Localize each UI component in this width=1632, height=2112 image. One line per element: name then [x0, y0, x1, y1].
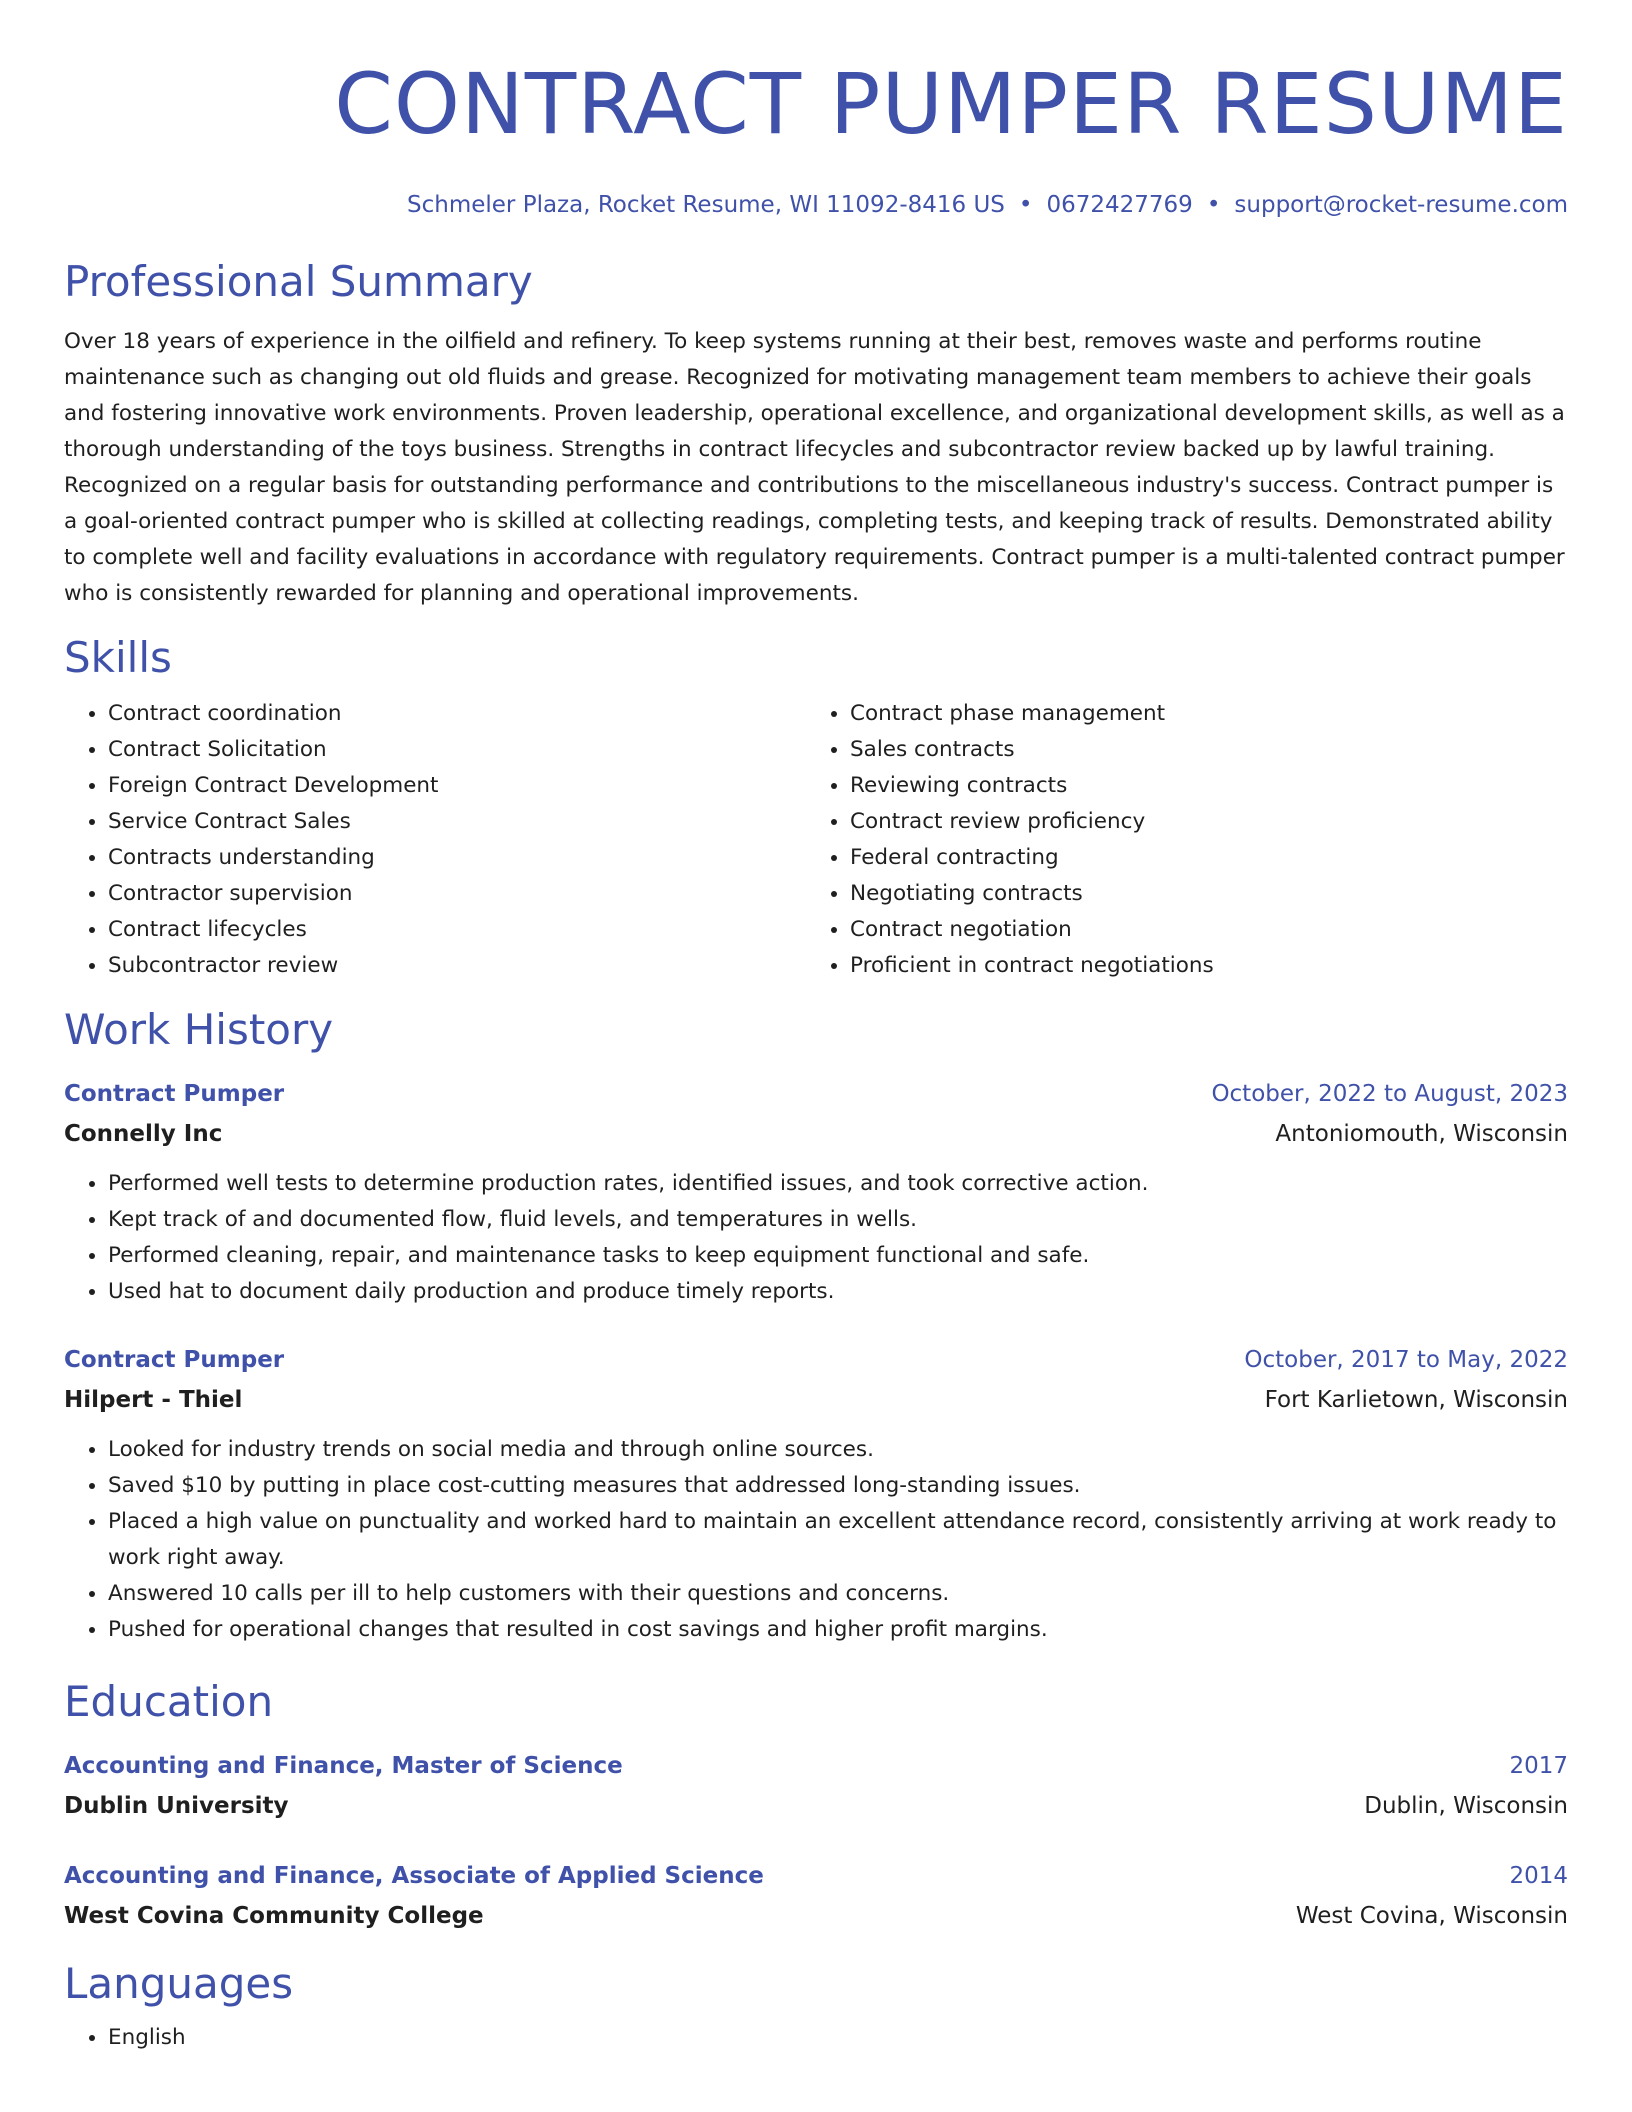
skill-item: • Contract lifecycles	[108, 912, 806, 948]
contact-address: Schmeler Plaza, Rocket Resume, WI 11092-8416 US	[407, 192, 1005, 218]
summary-heading: Professional Summary	[64, 257, 533, 306]
education-year: 2017	[1509, 1753, 1568, 1779]
job-bullet: • Pushed for operational changes that resulted in cost savings and higher profit margins.	[108, 1612, 1568, 1648]
contact-email[interactable]: support@rocket-resume.com	[1234, 192, 1568, 218]
skill-item: • Contract phase management	[850, 696, 1548, 732]
skill-item: • Contracts understanding	[108, 840, 806, 876]
education-entry	[64, 1856, 1568, 1936]
skill-item: • Negotiating contracts	[850, 876, 1548, 912]
summary-text: Over 18 years of experience in the oilfield and refinery. To keep systems running at their best, removes waste and performs routine maintenance such as changing out old fluids and grease. Recognized for motivating management team members to achieve their goals and fostering innovative work environments. Proven leadership, operational excellence, and organizational development skills, as well as a thorough understanding of the toys business. Strengths in contract lifecycles and subcontractor review backed up by lawful training. Recognized on a regular basis for outstanding performance and contributions to the miscellaneous industry's success. Contract pumper is a goal-oriented contract pumper who is skilled at collecting readings, completing tests, and keeping track of results. Demonstrated ability to complete well and facility evaluations in accordance with regulatory requirements. Contract pumper is a multi-talented contract pumper who is consistently rewarded for planning and operational improvements.	[64, 329, 1565, 606]
languages-list	[64, 2020, 1568, 2056]
separator-dot: •	[1206, 192, 1221, 218]
skill-item: • Contract review proficiency	[850, 804, 1548, 840]
skills-column-left	[64, 696, 806, 984]
job-bullet: • Answered 10 calls per ill to help customers with their questions and concerns.	[108, 1576, 1568, 1612]
education-year: 2014	[1509, 1863, 1568, 1889]
job-bullet: • Kept track of and documented flow, fluid levels, and temperatures in wells.	[108, 1202, 1568, 1238]
job-location: Antoniomouth, Wisconsin	[1275, 1121, 1568, 1147]
skill-item: • Contract Solicitation	[108, 732, 806, 768]
contact-line	[64, 190, 1568, 220]
job-entry	[64, 1340, 1568, 1648]
job-bullets	[64, 1166, 1568, 1310]
skills-heading: Skills	[64, 633, 172, 682]
job-entry	[64, 1074, 1568, 1310]
work-history-heading: Work History	[64, 1005, 334, 1054]
job-bullet: • Saved $10 by putting in place cost-cutting measures that addressed long-standing issues.	[108, 1468, 1568, 1504]
skill-item: • Contract negotiation	[850, 912, 1548, 948]
languages-heading: Languages	[64, 1959, 294, 2008]
skill-item: • Contract coordination	[108, 696, 806, 732]
contact-phone: 0672427769	[1046, 192, 1193, 218]
skill-item: • Contractor supervision	[108, 876, 806, 912]
job-company: Connelly Inc	[64, 1121, 223, 1147]
job-title: Contract Pumper	[64, 1081, 285, 1107]
job-company: Hilpert - Thiel	[64, 1387, 243, 1413]
skills-list	[64, 696, 1568, 984]
skill-item: • Federal contracting	[850, 840, 1548, 876]
job-dates: October, 2017 to May, 2022	[1244, 1347, 1568, 1373]
job-bullet: • Performed cleaning, repair, and maintenance tasks to keep equipment functional and safe.	[108, 1238, 1568, 1274]
job-bullet: • Performed well tests to determine production rates, identified issues, and took corrective action.	[108, 1166, 1568, 1202]
job-bullet: • Used hat to document daily production and produce timely reports.	[108, 1274, 1568, 1310]
education-school: West Covina Community College	[64, 1903, 484, 1929]
education-heading: Education	[64, 1677, 274, 1726]
skill-item: • Service Contract Sales	[108, 804, 806, 840]
job-bullets	[64, 1432, 1568, 1648]
job-title: Contract Pumper	[64, 1347, 285, 1373]
resume-title: CONTRACT PUMPER RESUME	[334, 55, 1568, 153]
job-dates: October, 2022 to August, 2023	[1211, 1081, 1568, 1107]
skill-item: • Foreign Contract Development	[108, 768, 806, 804]
skill-item: • Proficient in contract negotiations	[850, 948, 1548, 984]
education-location: West Covina, Wisconsin	[1295, 1903, 1568, 1929]
language-item: • English	[108, 2020, 1568, 2056]
skill-item: • Sales contracts	[850, 732, 1548, 768]
skill-item: • Subcontractor review	[108, 948, 806, 984]
education-location: Dublin, Wisconsin	[1364, 1793, 1568, 1819]
job-bullet: • Looked for industry trends on social media and through online sources.	[108, 1432, 1568, 1468]
education-degree: Accounting and Finance, Associate of Applied Science	[64, 1863, 764, 1889]
job-location: Fort Karlietown, Wisconsin	[1264, 1387, 1568, 1413]
education-entry	[64, 1746, 1568, 1826]
skills-column-right	[806, 696, 1548, 984]
languages-section	[64, 2020, 1568, 2056]
job-bullet: • Placed a high value on punctuality and worked hard to maintain an excellent attendance record, consistently arriving at work ready to work right away.	[108, 1504, 1568, 1576]
education-degree: Accounting and Finance, Master of Science	[64, 1753, 623, 1779]
separator-dot: •	[1018, 192, 1033, 218]
education-school: Dublin University	[64, 1793, 289, 1819]
skill-item: • Reviewing contracts	[850, 768, 1548, 804]
